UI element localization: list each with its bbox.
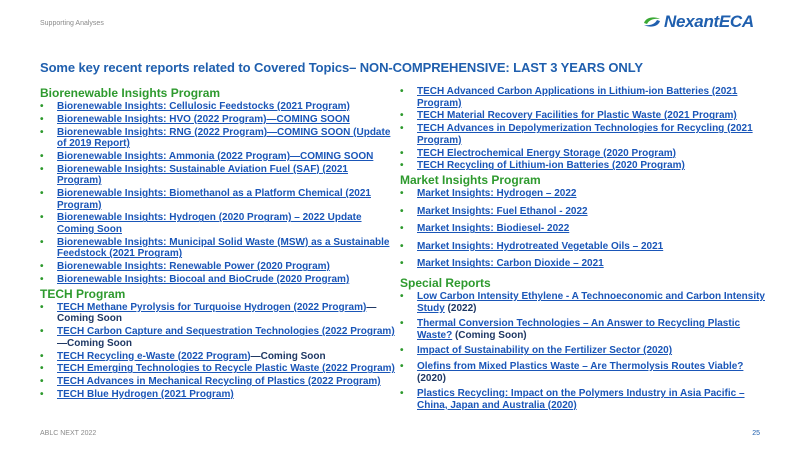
list-item (40, 302, 395, 325)
section-heading: TECH Program (40, 286, 126, 301)
nexanteca-logo (642, 10, 766, 34)
report-link[interactable]: Market Insights: Hydrotreated Vegetable Oils – 2021 (417, 240, 664, 252)
list-item (40, 127, 395, 150)
page-title: Some key recent reports related to Covered Topics– NON-COMPREHENSIVE: LAST 3 YEARS ONLY (40, 60, 643, 75)
section-market-insights (400, 173, 770, 270)
list-item (400, 123, 770, 146)
report-link[interactable]: TECH Electrochemical Energy Storage (2020 Program) (417, 147, 676, 159)
list-item (40, 101, 395, 113)
list-item (400, 291, 770, 314)
report-link[interactable]: Biorenewable Insights: Biocoal and BioCrude (2020 Program) (57, 274, 350, 285)
header-label: Supporting Analyses (40, 20, 104, 27)
right-column (400, 86, 770, 415)
report-year: (2022) (444, 302, 477, 314)
report-link[interactable]: TECH Advanced Carbon Applications in Lithium-ion Batteries (2021 Program) (417, 86, 738, 109)
report-link[interactable]: Biorenewable Insights: Cellulosic Feedstocks (2021 Program) (57, 101, 350, 112)
report-link[interactable]: Market Insights: Fuel Ethanol - 2022 (417, 205, 588, 217)
list-item (40, 274, 395, 286)
list-item (400, 206, 770, 218)
report-link[interactable]: Biorenewable Insights: Municipal Solid Waste (MSW) as a Sustainable Feedstock (2021 Program) (57, 236, 390, 260)
list-item (400, 258, 770, 270)
report-link[interactable]: Market Insights: Carbon Dioxide – 2021 (417, 258, 604, 270)
footer-event-label: ABLC NEXT 2022 (40, 430, 97, 437)
section-heading: Biorenewable Insights Program (40, 86, 221, 100)
report-link[interactable]: TECH Methane Pyrolysis for Turquoise Hydrogen (2022 Program) (57, 301, 367, 313)
report-status: (Coming Soon) (452, 329, 527, 341)
report-list (400, 291, 770, 411)
list-item (400, 110, 770, 122)
section-tech (40, 287, 395, 401)
report-status: —Coming Soon (57, 301, 377, 325)
list-item (400, 86, 770, 109)
report-link[interactable]: TECH Recycling e-Waste (2022 Program) (57, 350, 251, 362)
report-list-tech-continued (400, 86, 770, 172)
list-item (400, 318, 770, 341)
left-column (40, 86, 395, 402)
list-item (40, 237, 395, 260)
list-item (400, 223, 770, 235)
report-list (40, 101, 395, 286)
list-item (40, 261, 395, 273)
report-link[interactable]: TECH Carbon Capture and Sequestration Technologies (2022 Program) (57, 326, 395, 338)
list-item (400, 160, 770, 172)
list-item (40, 188, 395, 211)
report-status: —Coming Soon (250, 350, 326, 362)
section-heading: Special Reports (400, 276, 491, 291)
list-item (40, 114, 395, 126)
report-link[interactable]: TECH Advances in Depolymerization Technologies for Recycling (2021 Program) (417, 123, 753, 146)
report-link[interactable]: TECH Blue Hydrogen (2021 Program) (57, 388, 234, 400)
report-link[interactable]: Biorenewable Insights: Hydrogen (2020 Program) – 2022 Update Coming Soon (57, 212, 362, 236)
report-link[interactable]: Biorenewable Insights: HVO (2022 Program)—COMING SOON (57, 113, 350, 125)
report-link[interactable]: Low Carbon Intensity Ethylene - A Technoeconomic and Carbon Intensity Study (417, 291, 765, 314)
section-special-reports (400, 276, 770, 411)
report-link[interactable]: TECH Emerging Technologies to Recycle Plastic Waste (2022 Program) (57, 363, 395, 375)
list-item (40, 363, 395, 375)
list-item (40, 389, 395, 401)
list-item (400, 388, 770, 411)
list-item (40, 212, 395, 235)
list-item (40, 376, 395, 388)
logo-text: NexantECA (664, 12, 754, 31)
report-link[interactable]: Biorenewable Insights: Renewable Power (2020 Program) (57, 261, 330, 273)
logo-swoosh-icon (642, 14, 662, 30)
report-link[interactable]: TECH Material Recovery Facilities for Plastic Waste (2021 Program) (417, 110, 737, 122)
list-item (40, 164, 395, 187)
report-link[interactable]: Thermal Conversion Technologies – An Answer to Recycling Plastic Waste? (417, 318, 741, 341)
report-link[interactable]: Plastics Recycling: Impact on the Polymers Industry in Asia Pacific – China, Japan and Australia (2020) (417, 388, 745, 411)
report-link[interactable]: Biorenewable Insights: RNG (2022 Program)—COMING SOON (Update of 2019 Report) (57, 126, 391, 150)
report-link[interactable]: Olefins from Mixed Plastics Waste – Are Thermolysis Routes Viable? (417, 361, 744, 373)
list-item (40, 151, 395, 163)
report-link[interactable]: Biorenewable Insights: Biomethanol as a Platform Chemical (2021 Program) (57, 188, 371, 211)
list-item (400, 188, 770, 200)
list-item (400, 345, 770, 357)
report-link[interactable]: Biorenewable Insights: Sustainable Aviation Fuel (SAF) (2021 Program) (57, 163, 348, 187)
report-link[interactable]: Market Insights: Biodiesel- 2022 (417, 223, 570, 235)
report-link[interactable]: TECH Advances in Mechanical Recycling of Plastics (2022 Program) (57, 376, 381, 388)
report-year: (2020) (417, 372, 446, 384)
list-item (40, 326, 395, 349)
report-status: —Coming Soon (57, 337, 132, 349)
section-heading: Market Insights Program (400, 173, 541, 188)
section-biorenewable (40, 86, 395, 286)
list-item (400, 148, 770, 160)
report-list (400, 188, 770, 270)
list-item (40, 351, 395, 363)
page-number: 25 (752, 430, 760, 437)
list-item (400, 241, 770, 253)
list-item (400, 361, 770, 384)
report-link[interactable]: TECH Recycling of Lithium-ion Batteries (2020 Program) (417, 160, 685, 172)
report-link[interactable]: Market Insights: Hydrogen – 2022 (417, 188, 577, 200)
report-link[interactable]: Impact of Sustainability on the Fertilizer Sector (2020) (417, 345, 673, 357)
report-link[interactable]: Biorenewable Insights: Ammonia (2022 Program)—COMING SOON (57, 150, 374, 162)
report-list (40, 302, 395, 401)
